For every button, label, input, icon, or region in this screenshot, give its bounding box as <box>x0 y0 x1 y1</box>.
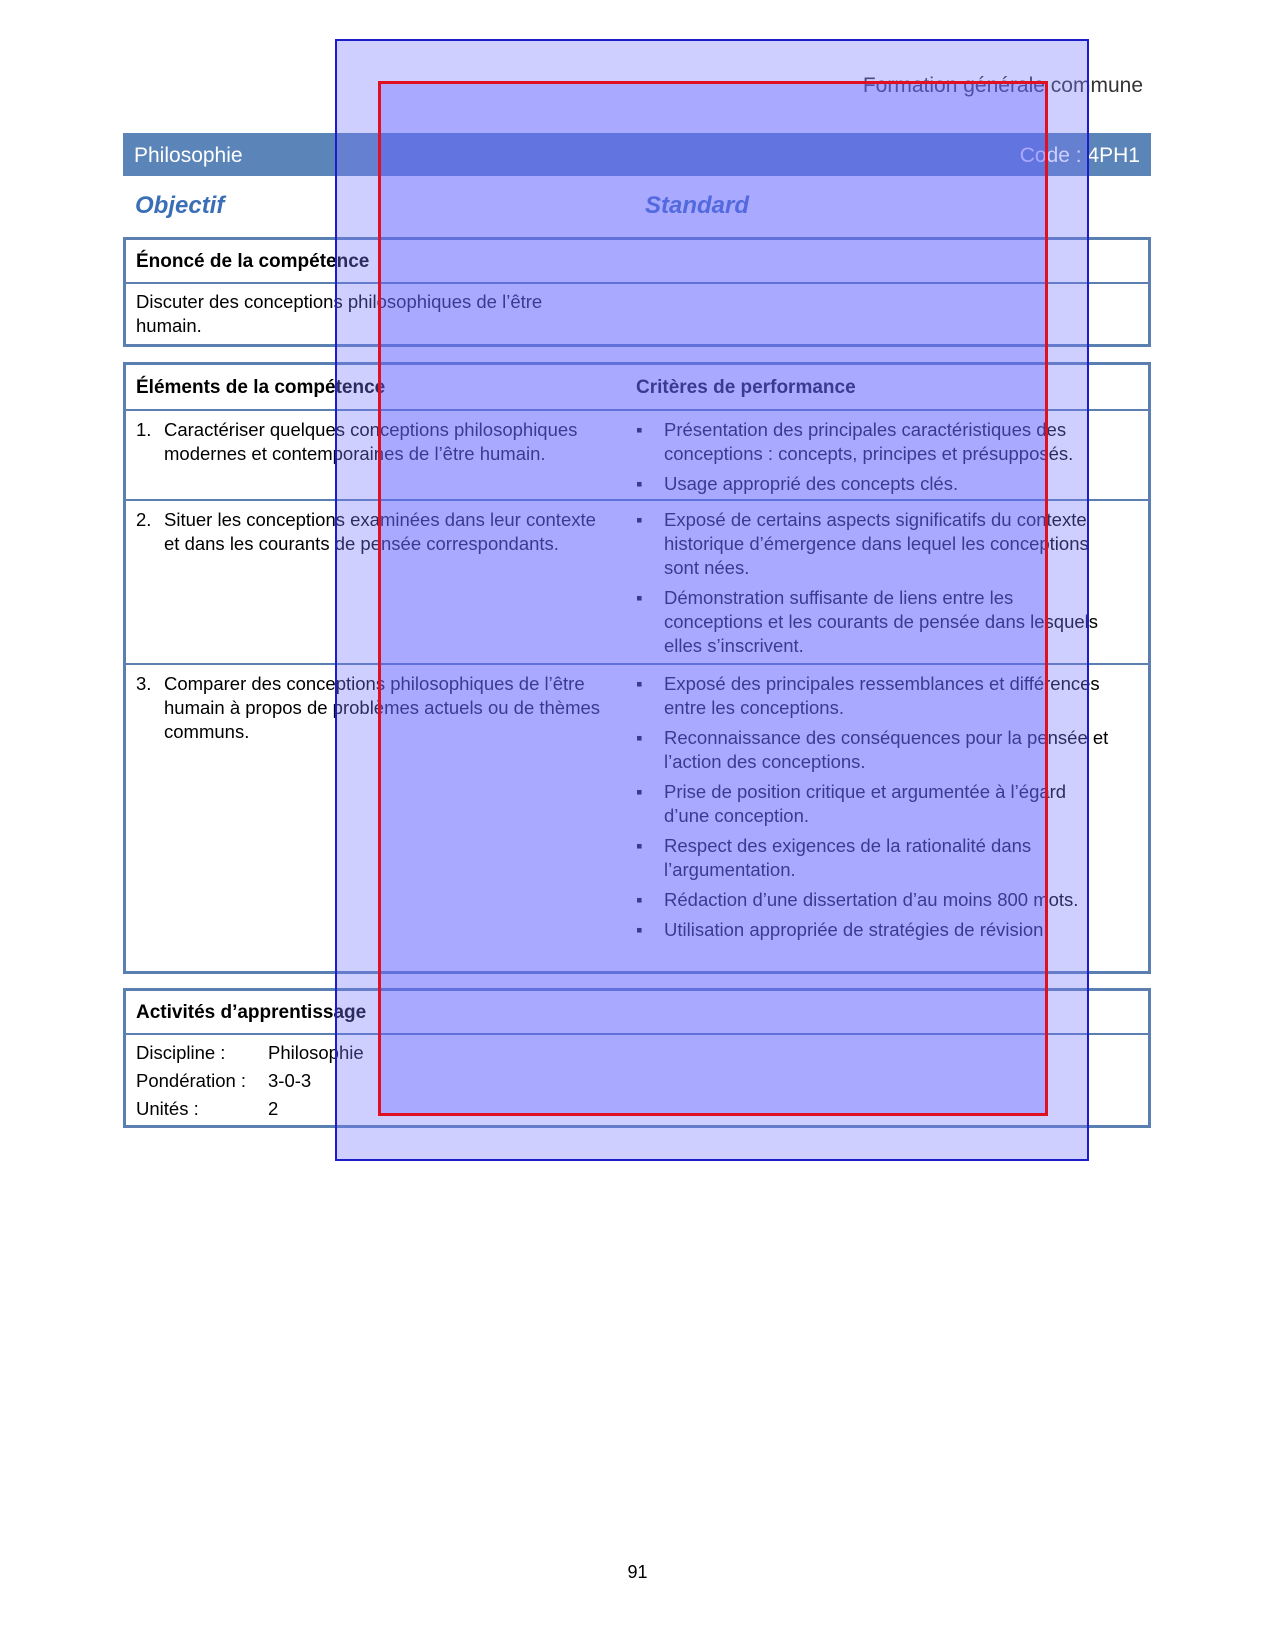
bullet-icon: ▪ <box>636 673 643 694</box>
bullet-icon: ▪ <box>636 419 643 440</box>
criteria-heading: Critères de performance <box>636 377 856 398</box>
running-head: Formation générale commune <box>862 74 1143 97</box>
bullet-icon: ▪ <box>636 587 643 608</box>
bullet-icon: ▪ <box>636 727 643 748</box>
ponderation-value: 3-0-3 <box>268 1070 312 1091</box>
selection-overlay-inner <box>378 81 1048 1116</box>
activities-heading: Activités d’apprentissage <box>136 1002 367 1023</box>
statement-heading: Énoncé de la compétence <box>136 251 370 272</box>
bullet-icon: ▪ <box>636 509 643 530</box>
discipline-label: Discipline : <box>136 1042 226 1063</box>
standard-heading: Standard <box>645 192 750 219</box>
criterion-item: ▪ Rédaction d’une dissertation d’au moins 800 mots. <box>636 889 1079 910</box>
bullet-icon: ▪ <box>636 835 643 856</box>
criterion-item: ▪ Démonstration suffisante de liens entre les conceptions et les courants de pensée dans lesquels elles s’inscrivent. <box>636 587 1099 656</box>
bullet-icon: ▪ <box>636 919 643 940</box>
units-label: Unités : <box>136 1098 199 1119</box>
criterion-item: ▪ Présentation des principales caractéristiques des conceptions : concepts, principes et présupposés. <box>636 419 1074 464</box>
units-value: 2 <box>268 1098 279 1119</box>
bullet-icon: ▪ <box>636 889 643 910</box>
element-text: Caractériser quelques conceptions philosophiques modernes et contemporaines de l’être humain. <box>164 419 578 464</box>
criterion-item: ▪ Respect des exigences de la rationalité dans l’argumentation. <box>636 835 1032 880</box>
course-code: Code : 4PH1 <box>1019 144 1140 167</box>
criterion-item: ▪ Usage approprié des concepts clés. <box>636 473 959 494</box>
element-number: 1. <box>136 419 152 440</box>
discipline-value: Philosophie <box>268 1042 364 1063</box>
element-text: Situer les conceptions examinées dans leur contexte et dans les courants de pensée correspondants. <box>164 509 596 554</box>
criterion-item: ▪ Exposé de certains aspects significatifs du contexte historique d’émergence dans lequel les conceptions sont nées. <box>636 509 1089 578</box>
elements-heading: Éléments de la compétence <box>136 377 386 398</box>
page-number: 91 <box>627 1562 648 1582</box>
element-text: Comparer des conceptions philosophiques de l’être humain à propos de problèmes actuels ou de thèmes communs. <box>164 673 601 742</box>
objective-heading: Objectif <box>135 192 225 219</box>
statement-text: Discuter des conceptions philosophiques de l’être humain. <box>136 291 543 336</box>
criterion-item: ▪ Prise de position critique et argumentée à l’égard d’une conception. <box>636 781 1067 826</box>
bullet-icon: ▪ <box>636 781 643 802</box>
criterion-item: ▪ Reconnaissance des conséquences pour la pensée et l’action des conceptions. <box>636 727 1109 772</box>
course-title: Philosophie <box>134 144 243 167</box>
element-number: 3. <box>136 673 152 694</box>
element-number: 2. <box>136 509 152 530</box>
criterion-item: ▪ Exposé des principales ressemblances et différences entre les conceptions. <box>636 673 1100 718</box>
criterion-item: ▪ Utilisation appropriée de stratégies de révision. <box>636 919 1049 940</box>
ponderation-label: Pondération : <box>136 1070 247 1091</box>
bullet-icon: ▪ <box>636 473 643 494</box>
